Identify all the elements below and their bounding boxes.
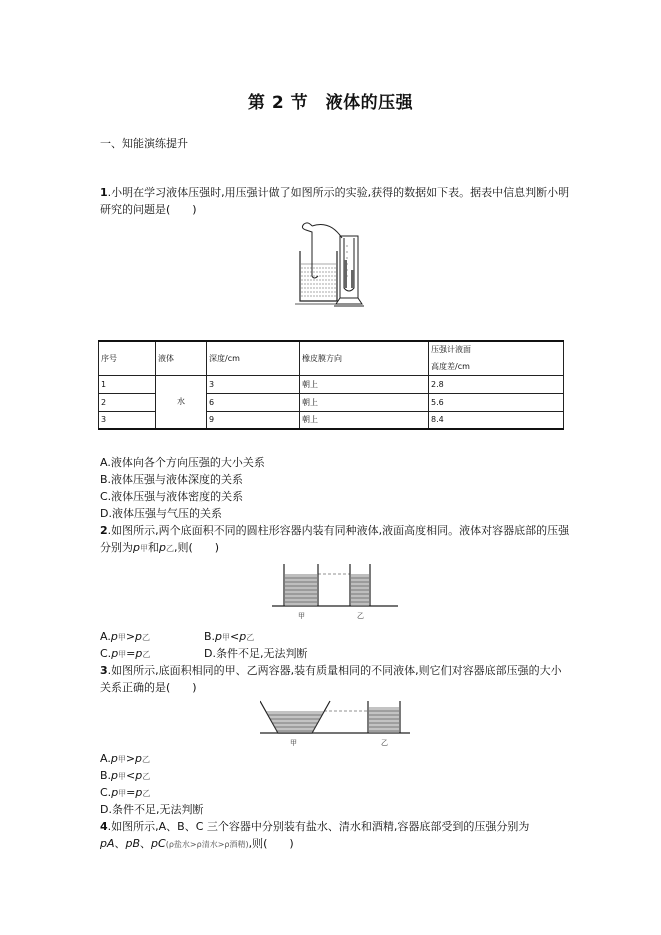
cell-direction: 朝上 — [300, 393, 429, 411]
cell-diff: 8.4 — [429, 411, 564, 429]
section-heading: 一、知能演练提升 — [100, 137, 188, 150]
header-cell: 液体 — [156, 341, 207, 375]
subscript-jia: 甲 — [118, 789, 127, 798]
cell-diff: 2.8 — [429, 375, 564, 393]
two-cylinders-figure — [272, 560, 398, 622]
subscript-jia: 甲 — [117, 633, 126, 642]
option-letter: A. — [100, 752, 111, 765]
relation: < — [230, 630, 240, 643]
subscript-yi: 乙 — [142, 633, 151, 642]
option-a: A.液体向各个方向压强的大小关系 — [100, 456, 265, 469]
option-a — [100, 750, 150, 768]
cell-diff: 5.6 — [429, 393, 564, 411]
p-a-symbol: pA — [100, 837, 115, 850]
header-cell: 深度/cm — [207, 341, 300, 375]
question-tail: ,则( ) — [173, 541, 220, 554]
p-symbol: p — [111, 647, 119, 660]
subscript-jia: 甲 — [118, 772, 127, 781]
option-d: D.条件不足,无法判断 — [100, 803, 204, 816]
density-note: (ρ盐水>ρ清水>ρ酒精) — [165, 840, 249, 849]
cell-id: 3 — [99, 411, 156, 429]
p-c-symbol: pC — [151, 837, 166, 850]
subscript-jia: 甲 — [117, 755, 126, 764]
subscript-yi: 乙 — [142, 772, 151, 781]
relation: > — [125, 752, 136, 765]
header-line: 压强计液面 — [431, 345, 471, 355]
subscript-jia: 甲 — [139, 544, 148, 553]
question-number: 2 — [100, 524, 108, 537]
question-number: 3 — [100, 664, 108, 677]
option-letter: C. — [100, 786, 112, 799]
option-c — [100, 645, 150, 663]
option-letter: B. — [100, 769, 112, 782]
header-cell: 序号 — [99, 341, 156, 375]
relation: > — [125, 630, 136, 643]
cell-liquid: 水 — [156, 375, 207, 429]
figure-label-yi: 乙 — [381, 739, 388, 747]
subscript-yi: 乙 — [142, 650, 151, 659]
question-number: 1 — [100, 186, 108, 199]
option-a — [100, 628, 150, 646]
header-cell — [429, 341, 564, 375]
p-symbol: p — [239, 630, 247, 643]
figure-label-jia: 甲 — [290, 739, 297, 747]
p-symbol: p — [133, 541, 140, 554]
subscript-yi: 乙 — [142, 789, 151, 798]
separator: 、 — [114, 837, 126, 850]
p-symbol: p — [158, 541, 166, 554]
option-b — [100, 767, 150, 785]
cell-depth: 9 — [207, 411, 300, 429]
header-cell: 橡皮膜方向 — [300, 341, 429, 375]
subscript-yi: 乙 — [165, 544, 174, 553]
p-symbol: p — [135, 752, 143, 765]
p-symbol: p — [135, 630, 143, 643]
pressure-gauge-figure — [290, 216, 370, 308]
conjunction: 和 — [147, 541, 159, 554]
option-b — [204, 628, 254, 646]
option-letter: A. — [100, 630, 111, 643]
p-symbol: p — [110, 630, 118, 643]
cell-direction: 朝上 — [300, 375, 429, 393]
subscript-jia: 甲 — [118, 650, 127, 659]
data-table — [98, 340, 564, 430]
option-d: D.条件不足,无法判断 — [204, 647, 308, 660]
cell-id: 1 — [99, 375, 156, 393]
relation: < — [126, 769, 136, 782]
question-number: 4 — [100, 820, 108, 833]
subscript-yi: 乙 — [142, 755, 151, 764]
question-tail: ,则( ) — [248, 837, 294, 850]
p-symbol: p — [110, 752, 118, 765]
question-1 — [100, 184, 570, 218]
option-letter: B. — [204, 630, 216, 643]
p-symbol: p — [135, 647, 143, 660]
question-text: .如图所示,两个底面积不同的圆柱形容器内装有同种液体,液面高度相同。液体对容器底部的压强分别为 — [100, 524, 570, 554]
cell-direction: 朝上 — [300, 411, 429, 429]
option-b: B.液体压强与液体深度的关系 — [100, 473, 244, 486]
cell-id: 2 — [99, 393, 156, 411]
figure-label-yi: 乙 — [357, 612, 364, 620]
question-3 — [100, 662, 570, 696]
p-symbol: p — [215, 630, 223, 643]
p-b-symbol: pB — [125, 837, 141, 850]
option-letter: C. — [100, 647, 112, 660]
option-d: D.液体压强与气压的关系 — [100, 507, 222, 520]
relation: = — [126, 786, 136, 799]
p-symbol: p — [111, 786, 119, 799]
relation: = — [126, 647, 136, 660]
question-4 — [100, 818, 570, 853]
question-text: .如图所示,底面积相同的甲、乙两容器,装有质量相同的不同液体,则它们对容器底部压强的大小关系正确的是( ) — [100, 664, 562, 694]
subscript-jia: 甲 — [222, 633, 231, 642]
table-header-row — [99, 341, 564, 375]
figure-label-jia: 甲 — [298, 612, 305, 620]
question-2 — [100, 522, 570, 557]
cell-depth: 6 — [207, 393, 300, 411]
header-line: 高度差/cm — [431, 362, 470, 372]
option-c: C.液体压强与液体密度的关系 — [100, 490, 244, 503]
separator: 、 — [140, 837, 152, 850]
cell-depth: 3 — [207, 375, 300, 393]
question-text: .小明在学习液体压强时,用压强计做了如图所示的实验,获得的数据如下表。据表中信息判断小明研究的问题是( ) — [100, 186, 570, 216]
table-row — [99, 375, 564, 393]
page-title: 第 2 节 液体的压强 — [247, 93, 414, 113]
option-c — [100, 784, 150, 802]
p-symbol: p — [111, 769, 119, 782]
question-text: .如图所示,A、B、C 三个容器中分别装有盐水、清水和酒精,容器底部受到的压强分别为 — [107, 820, 530, 833]
two-containers-figure — [260, 697, 410, 749]
p-symbol: p — [135, 786, 143, 799]
subscript-yi: 乙 — [246, 633, 255, 642]
p-symbol: p — [135, 769, 143, 782]
